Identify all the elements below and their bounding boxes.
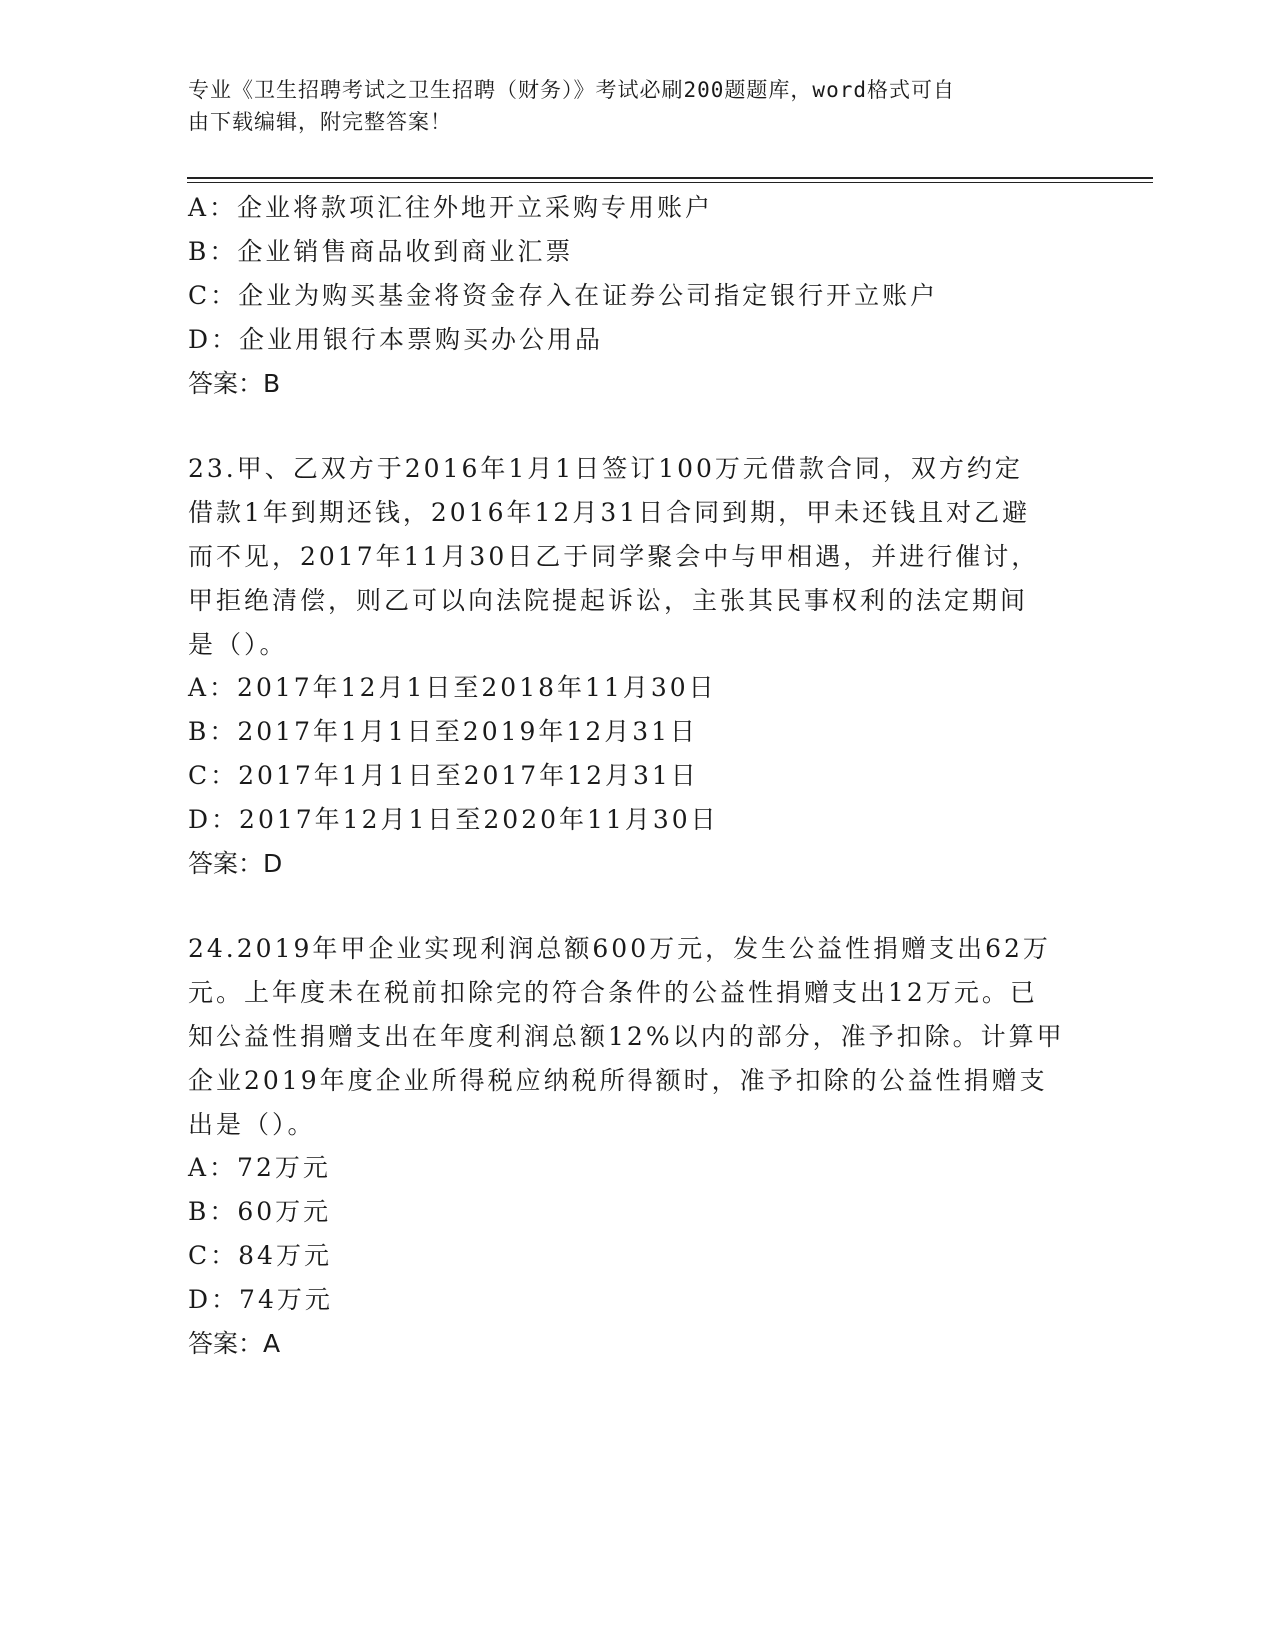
q24-option-d: D：74万元 bbox=[188, 1285, 333, 1314]
q23-option-c: C：2017年1月1日至2017年12月31日 bbox=[188, 761, 699, 790]
q24-option-c: C：84万元 bbox=[188, 1241, 332, 1270]
q24-answer: 答案：A bbox=[188, 1329, 281, 1358]
q24-stem-line: 元。上年度未在税前扣除完的符合条件的公益性捐赠支出12万元。已 bbox=[188, 978, 1038, 1007]
q22-option-a: A：企业将款项汇往外地开立采购专用账户 bbox=[188, 193, 714, 222]
q24-stem-line: 24.2019年甲企业实现利润总额600万元，发生公益性捐赠支出62万 bbox=[188, 934, 1051, 963]
header-line: 专业《卫生招聘考试之卫生招聘（财务）》考试必刷200题题库，word格式可自 bbox=[188, 78, 955, 102]
q22-option-c: C：企业为购买基金将资金存入在证券公司指定银行开立账户 bbox=[188, 281, 939, 310]
header-divider bbox=[187, 177, 1153, 179]
q23-stem-line: 借款1年到期还钱，2016年12月31日合同到期，甲未还钱且对乙避 bbox=[188, 498, 1031, 527]
q23-option-b: B：2017年1月1日至2019年12月31日 bbox=[188, 717, 699, 746]
q22-answer: 答案：B bbox=[188, 369, 281, 398]
q23-stem-line: 是（）。 bbox=[188, 630, 288, 659]
q23-stem-line: 而不见，2017年11月30日乙于同学聚会中与甲相遇，并进行催讨， bbox=[188, 542, 1040, 571]
q24-option-b: B：60万元 bbox=[188, 1197, 332, 1226]
document-header bbox=[188, 74, 1068, 138]
q22-option-d: D：企业用银行本票购买办公用品 bbox=[188, 325, 604, 354]
q23-stem-line: 23.甲、乙双方于2016年1月1日签订100万元借款合同，双方约定 bbox=[188, 454, 1023, 483]
q24-option-a: A：72万元 bbox=[188, 1153, 331, 1182]
q24-stem-line: 出是（）。 bbox=[188, 1110, 316, 1139]
q23-stem-line: 甲拒绝清偿，则乙可以向法院提起诉讼，主张其民事权利的法定期间 bbox=[188, 586, 1029, 615]
q23-answer: 答案：D bbox=[188, 849, 283, 878]
header-line: 由下载编辑，附完整答案！ bbox=[188, 110, 452, 134]
header-divider-thin bbox=[187, 182, 1153, 183]
q23-option-d: D：2017年12月1日至2020年11月30日 bbox=[188, 805, 719, 834]
q24-stem-line: 知公益性捐赠支出在年度利润总额12%以内的部分，准予扣除。计算甲 bbox=[188, 1022, 1065, 1051]
q22-option-b: B：企业销售商品收到商业汇票 bbox=[188, 237, 574, 266]
q23-option-a: A：2017年12月1日至2018年11月30日 bbox=[188, 673, 717, 702]
q24-stem-line: 企业2019年度企业所得税应纳税所得额时，准予扣除的公益性捐赠支 bbox=[188, 1066, 1048, 1095]
